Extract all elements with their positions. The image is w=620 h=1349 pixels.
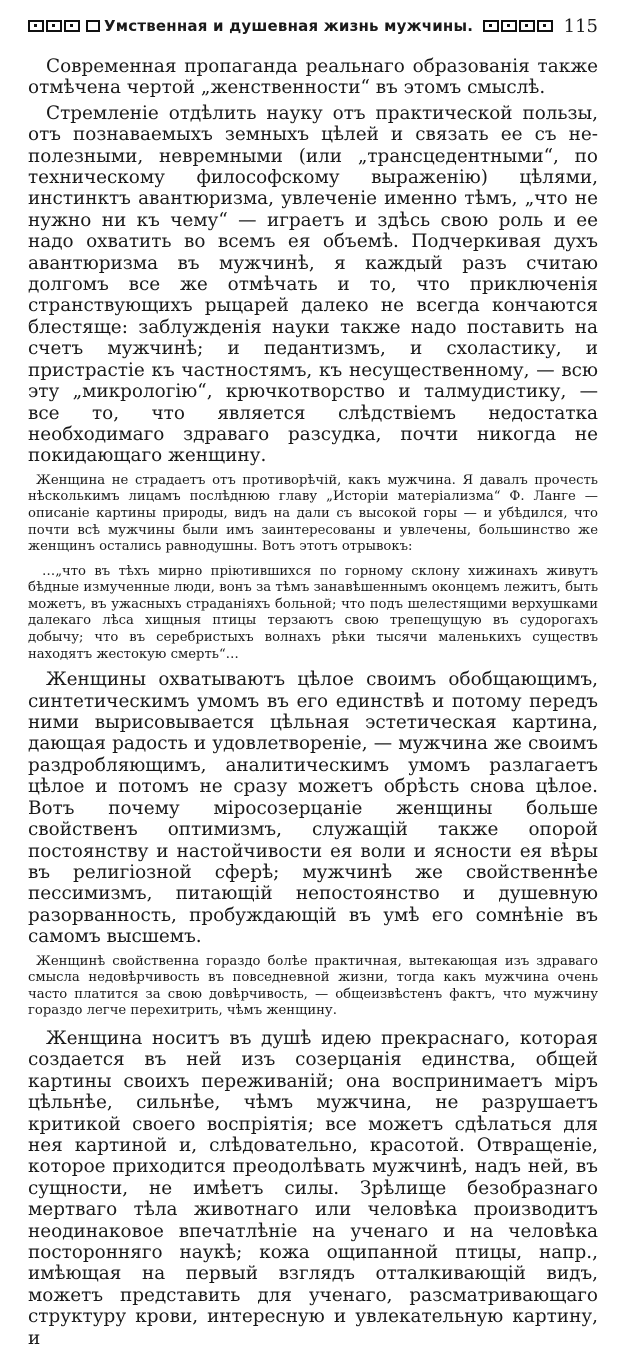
header-title: Умственная и душевная жизнь мужчины. — [104, 17, 474, 35]
ornament-right-icon — [483, 20, 553, 32]
paragraph-6: Женщина носитъ въ душѣ идею прекраснаго, которая создается въ ней изъ созерцанія единства, общей картины своихъ переживаній; она воспринимаетъ міръ цѣльнѣе, сильнѣе, чѣмъ мужчина, не разрушаетъ критикой своего воспріятія; все можетъ сдѣлаться для нея картиной и, слѣдовательно, красотой. Отвращеніе, которое приходится преодолѣвать мужчинѣ, надъ ней, въ сущности, не имѣетъ силы. Зрѣлище безобразнаго мертваго тѣла животнаго или человѣка производитъ неодинаковое впечатлѣніе на ученаго и на человѣка посторонняго наукѣ; кожа ощипанной птицы, напр., имѣющая на первый взглядъ отталкивающій видъ, можетъ представить для ученаго, разсматривающаго структуру крови, интересную и увлекательную картину, и — [28, 1027, 598, 1349]
page-number: 115 — [563, 15, 598, 37]
ornament-left-icon — [28, 20, 80, 32]
quotation: …„что въ тѣхъ мирно пріютившихся по горному склону хижинахъ живутъ бѣдные измученные люди, вонъ за тѣмъ занавѣшеннымъ оконцемъ лежитъ, быть можетъ, въ ужасныхъ страданіяхъ больной; что подъ шелестящими верхушками далекаго лѣса хищныя птицы терзаютъ свою трепещущую въ судорогахъ добычу; что въ серебристыхъ волнахъ рѣки тысячи маленькихъ существъ находятъ жестокую смерть“… — [28, 563, 598, 662]
paragraph-3-small: Женщина не страдаетъ отъ противорѣчій, какъ мужчина. Я давалъ прочесть нѣсколькимъ лицамъ послѣднюю главу „Исторіи матеріализма“ Ф. Ланге — описаніе картины природы, видъ на дали съ высокой горы — и убѣдился, что почти всѣ мужчины были имъ заинтересованы и увлечены, большинство же женщинъ остались равнодушны. Вотъ этотъ отрывокъ: — [28, 472, 598, 555]
paragraph-5-small: Женщинѣ свойственна гораздо болѣе практичная, вытекающая изъ здраваго смысла недовѣрчивость въ повседневной жизни, тогда какъ мужчина очень часто платится за свою довѣрчивость, — общеизвѣстенъ фактъ, что мужчину гораздо легче перехитрить, чѣмъ женщину. — [28, 953, 598, 1019]
ornament-bracket-icon — [86, 20, 100, 32]
running-header — [28, 14, 598, 38]
paragraph-2: Стремленіе отдѣлить науку отъ практической пользы, отъ познаваемыхъ земныхъ цѣлей и связать ее съ не-полезными, невремными (или „трансцедентными“, по техническому философскому выраженію) цѣлями, инстинктъ авантюризма, увлеченіе именно тѣмъ, „что не нужно ни къ чему“ — играетъ и здѣсь свою роль и ее надо охватить во всемъ ея объемѣ. Подчеркивая духъ авантюризма въ мужчинѣ, я каждый разъ считаю долгомъ все же отмѣчать и то, что приключенія странствующихъ рыцарей далеко не всегда кончаются блестяще: заблужденія науки также надо поставить на счетъ мужчинѣ; и педантизмъ, и схоластику, и пристрастіе къ частностямъ, къ несущественному, — всю эту „микрологію“, крючкотворство и талмудистику, — все то, что является слѣдствіемъ недостатка необходимаго здраваго разсудка, почти никогда не покидающаго женщину. — [28, 102, 598, 467]
paragraph-1: Современная пропаганда реальнаго образованія также отмѣчена чертой „женственности“ въ этомъ смыслѣ. — [28, 56, 598, 99]
paragraph-4: Женщины охватываютъ цѣлое своимъ обобщающимъ, синтетическимъ умомъ въ его единствѣ и потому передъ ними вырисовывается цѣльная эстетическая картина, дающая радость и удовлетвореніе, — мужчина же своимъ раздробляющимъ, аналитическимъ умомъ разлагаетъ цѣлое и потомъ не сразу можетъ обрѣсть снова цѣлое. Вотъ почему міросозерцаніе женщины больше свойственъ оптимизмъ, служащій также опорой постоянству и настойчивости ея воли и ясности ея вѣры въ религіозной сферѣ; мужчинѣ же свойственнѣе пессимизмъ, питающій непостоянство и душевную разорванность, пробуждающій въ умѣ его сомнѣніе въ самомъ высшемъ. — [28, 669, 598, 948]
